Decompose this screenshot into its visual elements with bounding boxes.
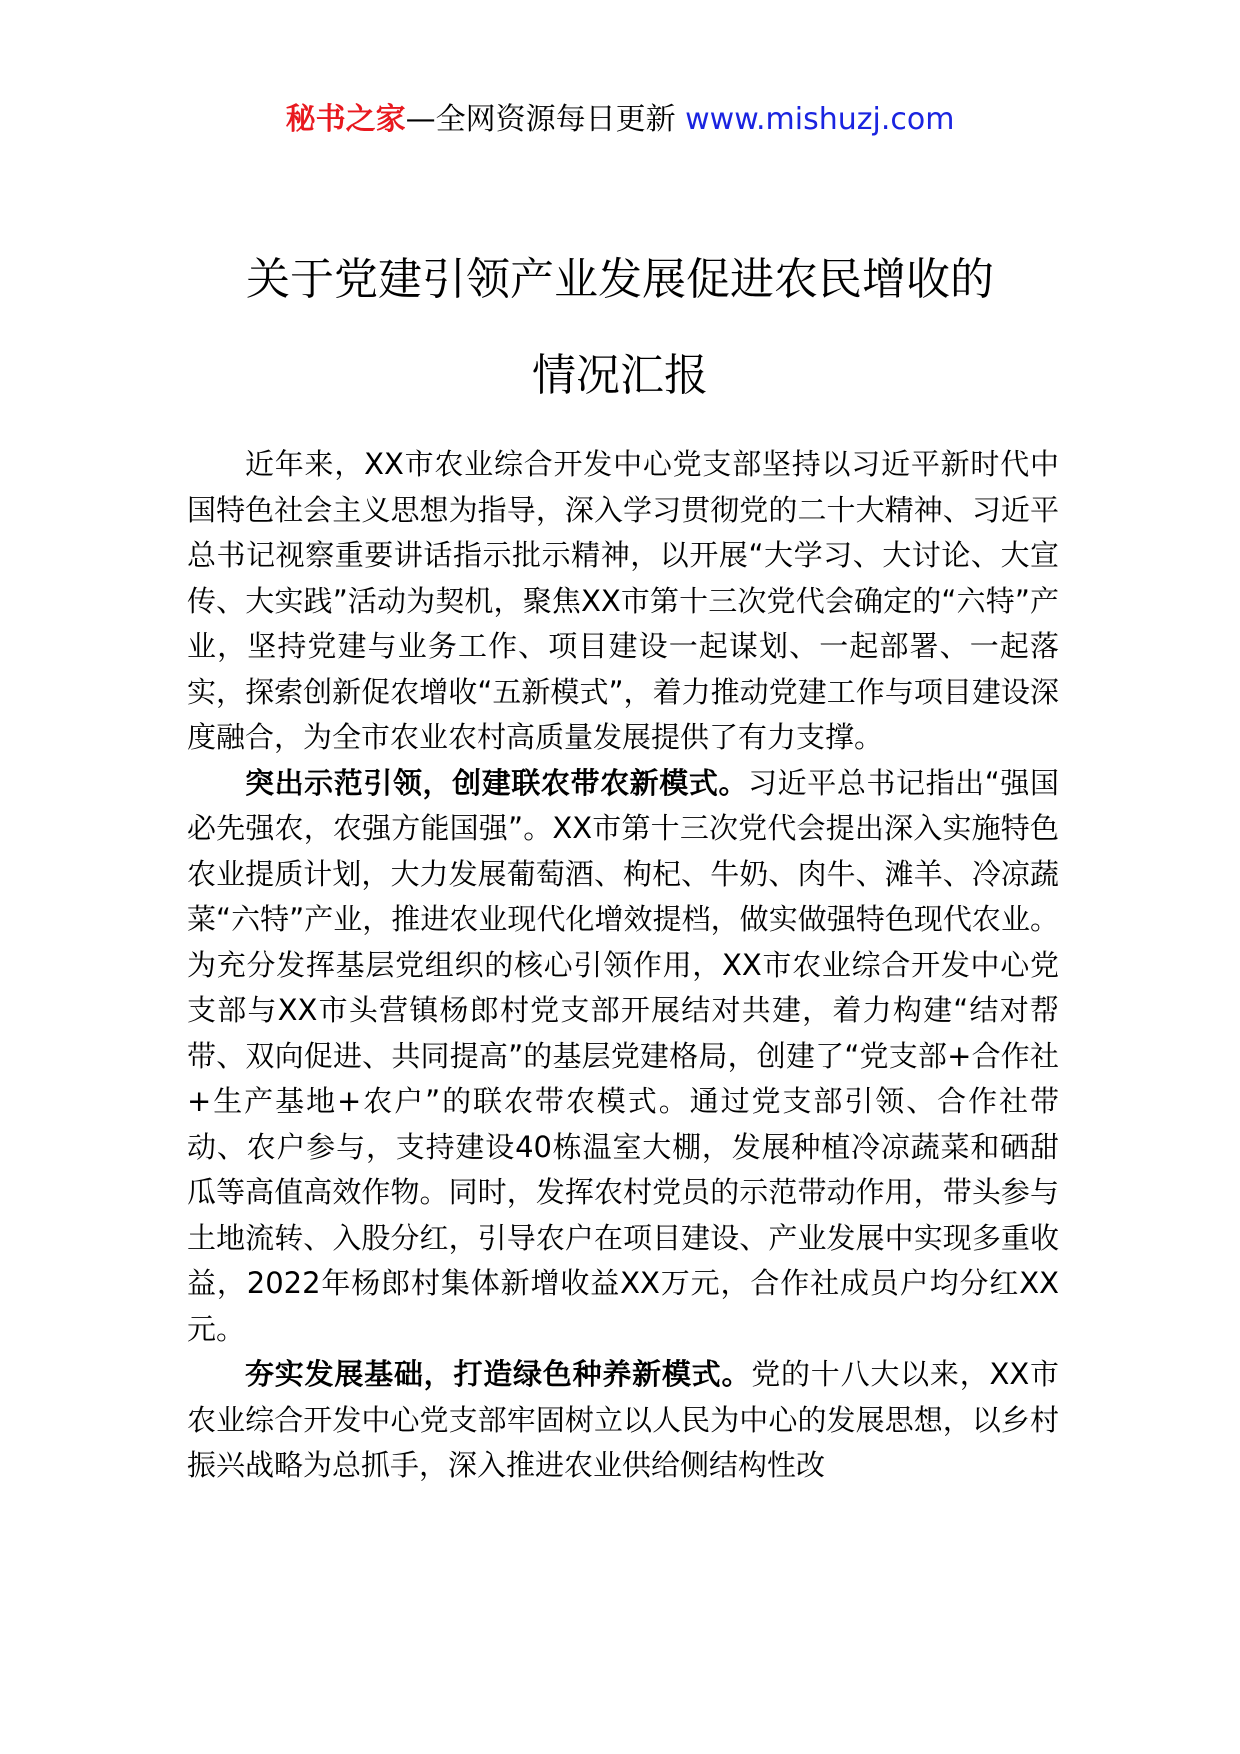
paragraph-foundation	[187, 1352, 1059, 1489]
site-url-link[interactable]: www.mishuzj.com	[685, 102, 955, 137]
brand-name: 秘书之家	[285, 102, 406, 137]
title-line-2: 情况汇报	[532, 350, 708, 401]
paragraph-text: 党的十八大以来，XX市农业综合开发中心党支部牢固树立以人民为中心的发展思想，以乡村振兴战略为总抓手，深入推进农业供给侧结构性改	[187, 1357, 1059, 1482]
site-header	[0, 100, 1240, 140]
paragraph-lead: 夯实发展基础，打造绿色种养新模式。	[245, 1357, 752, 1391]
document-body	[187, 442, 1059, 1489]
document-title	[0, 232, 1240, 424]
paragraph-text: 习近平总书记指出“强国必先强农，农强方能国强”。XX市第十三次党代会提出深入实施特色农业提质计划，大力发展葡萄酒、枸杞、牛奶、肉牛、滩羊、冷凉蔬菜“六特”产业，推进农业现代化增效提档，做实做强特色现代农业。为充分发挥基层党组织的核心引领作用，XX市农业综合开发中心党支部与XX市头营镇杨郎村党支部开展结对共建，着力构建“结对帮带、双向促进、共同提高”的基层党建格局，创建了“党支部+合作社+生产基地+农户”的联农带农模式。通过党支部引领、合作社带动、农户参与，支持建设40栋温室大棚，发展种植冷凉蔬菜和硒甜瓜等高值高效作物。同时，发挥农村党员的示范带动作用，带头参与土地流转、入股分红，引导农户在项目建设、产业发展中实现多重收益，2022年杨郎村集体新增收益XX万元，合作社成员户均分红XX元。	[187, 765, 1059, 1346]
header-tagline: —全网资源每日更新	[405, 102, 676, 137]
paragraph-intro	[187, 442, 1059, 761]
title-line-1: 关于党建引领产业发展促进农民增收的	[246, 254, 994, 305]
paragraph-lead: 突出示范引领，创建联农带农新模式。	[245, 765, 749, 800]
paragraph-demonstration	[187, 761, 1059, 1353]
paragraph-text: 近年来，XX市农业综合开发中心党支部坚持以习近平新时代中国特色社会主义思想为指导，深入学习贯彻党的二十大精神、习近平总书记视察重要讲话指示批示精神，以开展“大学习、大讨论、大宣传、大实践”活动为契机，聚焦XX市第十三次党代会确定的“六特”产业，坚持党建与业务工作、项目建设一起谋划、一起部署、一起落实，探索创新促农增收“五新模式”，着力推动党建工作与项目建设深度融合，为全市农业农村高质量发展提供了有力支撑。	[187, 447, 1059, 754]
